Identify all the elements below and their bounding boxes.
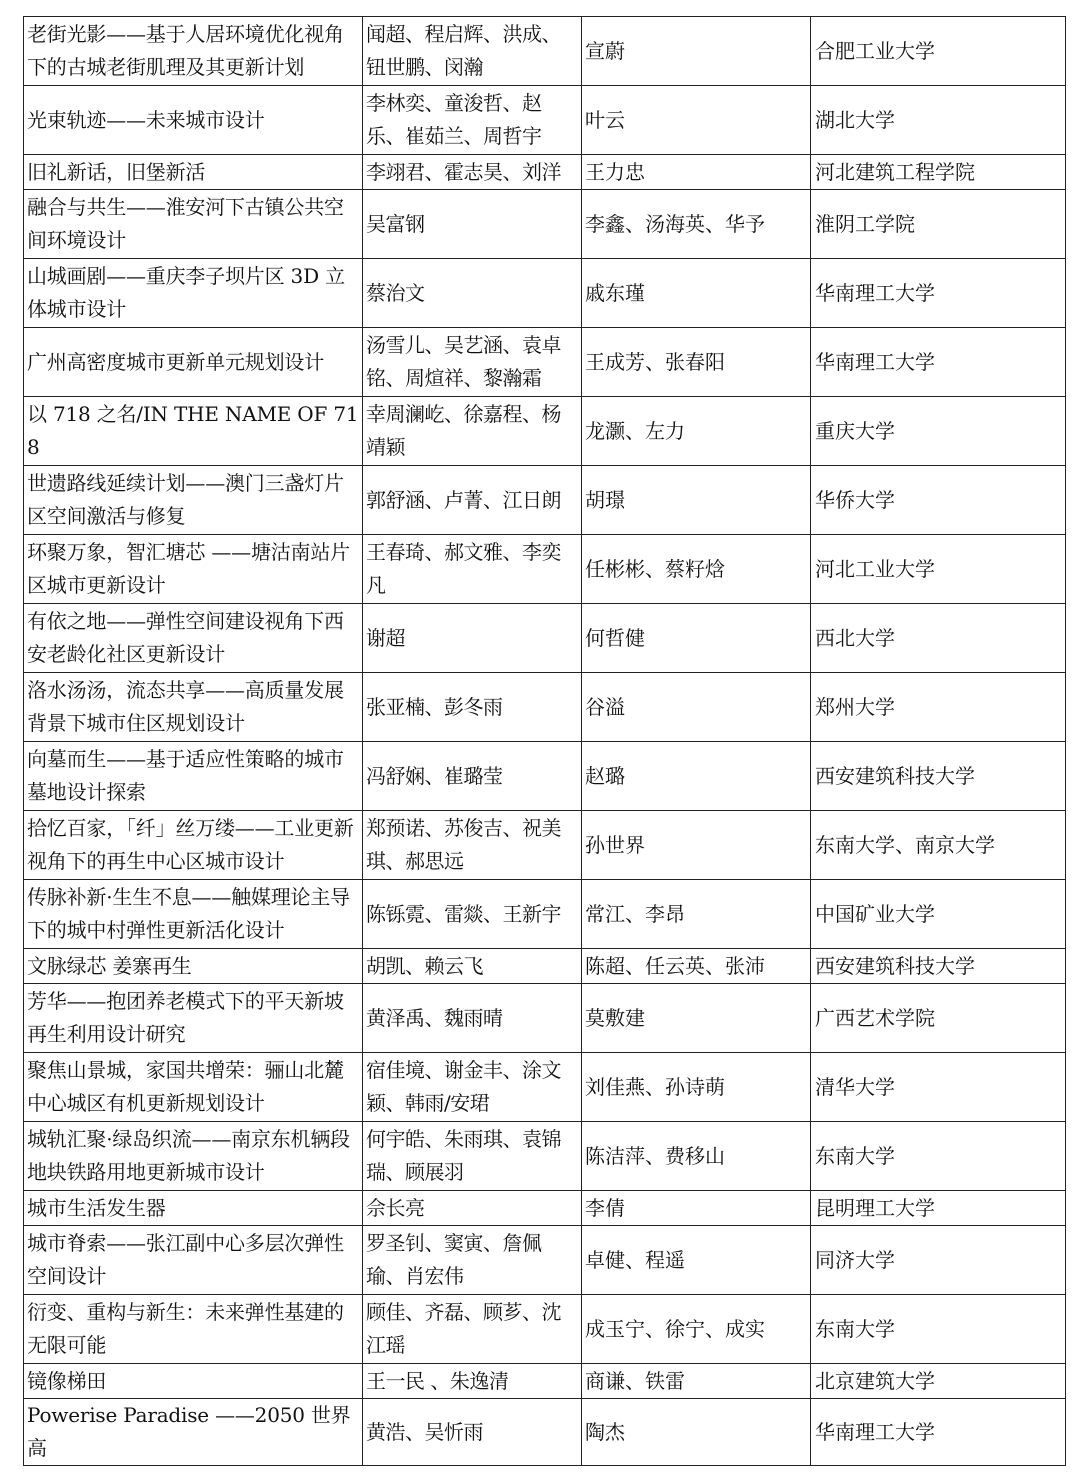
table-row bbox=[24, 984, 1066, 1053]
project-title-cell: 衍变、重构与新生：未来弹性基建的无限可能 bbox=[24, 1295, 363, 1364]
team-members-cell: 郑预诺、苏俊吉、祝美琪、郝思远 bbox=[363, 811, 582, 880]
project-title-cell: 城市脊索——张江副中心多层次弹性空间设计 bbox=[24, 1226, 363, 1295]
advisor-cell: 叶云 bbox=[582, 86, 811, 155]
table-row bbox=[24, 1364, 1066, 1399]
team-members-cell: 佘长亮 bbox=[363, 1191, 582, 1226]
school-cell: 西安建筑科技大学 bbox=[811, 949, 1066, 984]
project-title-cell: 芳华——抱团养老模式下的平天新坡再生利用设计研究 bbox=[24, 984, 363, 1053]
advisor-cell: 陈洁萍、费移山 bbox=[582, 1122, 811, 1191]
table-row bbox=[24, 86, 1066, 155]
school-cell: 东南大学、南京大学 bbox=[811, 811, 1066, 880]
school-cell: 重庆大学 bbox=[811, 397, 1066, 466]
advisor-cell: 陶杰 bbox=[582, 1399, 811, 1466]
school-cell: 华南理工大学 bbox=[811, 259, 1066, 328]
advisor-cell: 成玉宁、徐宁、成实 bbox=[582, 1295, 811, 1364]
project-title-cell: 洛水汤汤，流态共享——高质量发展背景下城市住区规划设计 bbox=[24, 673, 363, 742]
team-members-cell: 谢超 bbox=[363, 604, 582, 673]
team-members-cell: 陈铄霓、雷燚、王新宇 bbox=[363, 880, 582, 949]
school-cell: 河北工业大学 bbox=[811, 535, 1066, 604]
advisor-cell: 胡璟 bbox=[582, 466, 811, 535]
team-members-cell: 冯舒娴、崔璐莹 bbox=[363, 742, 582, 811]
advisor-cell: 商谦、铁雷 bbox=[582, 1364, 811, 1399]
school-cell: 清华大学 bbox=[811, 1053, 1066, 1122]
project-title-cell: 传脉补新·生生不息——触媒理论主导下的城中村弹性更新活化设计 bbox=[24, 880, 363, 949]
awards-table bbox=[23, 16, 1066, 1466]
school-cell: 西北大学 bbox=[811, 604, 1066, 673]
project-title-cell: Powerise Paradise ——2050 世界高 bbox=[24, 1399, 363, 1466]
advisor-cell: 刘佳燕、孙诗萌 bbox=[582, 1053, 811, 1122]
advisor-cell: 常江、李昂 bbox=[582, 880, 811, 949]
table-row bbox=[24, 949, 1066, 984]
school-cell: 东南大学 bbox=[811, 1122, 1066, 1191]
advisor-cell: 莫敷建 bbox=[582, 984, 811, 1053]
advisor-cell: 宣蔚 bbox=[582, 17, 811, 86]
table-row bbox=[24, 535, 1066, 604]
team-members-cell: 胡凯、赖云飞 bbox=[363, 949, 582, 984]
team-members-cell: 黄泽禹、魏雨晴 bbox=[363, 984, 582, 1053]
team-members-cell: 何宇皓、朱雨琪、袁锦瑞、顾展羽 bbox=[363, 1122, 582, 1191]
project-title-cell: 广州高密度城市更新单元规划设计 bbox=[24, 328, 363, 397]
project-title-cell: 文脉绿芯 姜寨再生 bbox=[24, 949, 363, 984]
project-title-cell: 旧礼新话，旧堡新活 bbox=[24, 155, 363, 190]
team-members-cell: 张亚楠、彭冬雨 bbox=[363, 673, 582, 742]
table-row bbox=[24, 1191, 1066, 1226]
school-cell: 河北建筑工程学院 bbox=[811, 155, 1066, 190]
table-row bbox=[24, 1053, 1066, 1122]
team-members-cell: 李翊君、霍志昊、刘洋 bbox=[363, 155, 582, 190]
school-cell: 淮阴工学院 bbox=[811, 190, 1066, 259]
project-title-cell: 拾忆百家，「纤」丝万缕——工业更新视角下的再生中心区城市设计 bbox=[24, 811, 363, 880]
table-row bbox=[24, 1122, 1066, 1191]
team-members-cell: 王春琦、郝文雅、李奕凡 bbox=[363, 535, 582, 604]
school-cell: 北京建筑大学 bbox=[811, 1364, 1066, 1399]
project-title-cell: 融合与共生——淮安河下古镇公共空间环境设计 bbox=[24, 190, 363, 259]
advisor-cell: 孙世界 bbox=[582, 811, 811, 880]
advisor-cell: 任彬彬、蔡籽焓 bbox=[582, 535, 811, 604]
project-title-cell: 老街光影——基于人居环境优化视角下的古城老街肌理及其更新计划 bbox=[24, 17, 363, 86]
project-title-cell: 城轨汇聚·绿岛织流——南京东机辆段地块铁路用地更新城市设计 bbox=[24, 1122, 363, 1191]
table-row bbox=[24, 17, 1066, 86]
advisor-cell: 谷溢 bbox=[582, 673, 811, 742]
table-row bbox=[24, 466, 1066, 535]
team-members-cell: 幸周澜屹、徐嘉程、杨靖颖 bbox=[363, 397, 582, 466]
school-cell: 合肥工业大学 bbox=[811, 17, 1066, 86]
table-row bbox=[24, 259, 1066, 328]
advisor-cell: 李倩 bbox=[582, 1191, 811, 1226]
table-row bbox=[24, 673, 1066, 742]
advisor-cell: 陈超、任云英、张沛 bbox=[582, 949, 811, 984]
school-cell: 湖北大学 bbox=[811, 86, 1066, 155]
table-row bbox=[24, 1399, 1066, 1466]
school-cell: 华南理工大学 bbox=[811, 1399, 1066, 1466]
advisor-cell: 赵璐 bbox=[582, 742, 811, 811]
table-row bbox=[24, 742, 1066, 811]
project-title-cell: 光束轨迹——未来城市设计 bbox=[24, 86, 363, 155]
team-members-cell: 罗圣钊、窦寅、詹佩瑜、肖宏伟 bbox=[363, 1226, 582, 1295]
project-title-cell: 世遗路线延续计划——澳门三盏灯片区空间激活与修复 bbox=[24, 466, 363, 535]
project-title-cell: 环聚万象，智汇塘芯 ——塘沽南站片区城市更新设计 bbox=[24, 535, 363, 604]
project-title-cell: 山城画剧——重庆李子坝片区 3D 立体城市设计 bbox=[24, 259, 363, 328]
project-title-cell: 有依之地——弹性空间建设视角下西安老龄化社区更新设计 bbox=[24, 604, 363, 673]
team-members-cell: 闻超、程启辉、洪成、钮世鹏、闵瀚 bbox=[363, 17, 582, 86]
project-title-cell: 向墓而生——基于适应性策略的城市墓地设计探索 bbox=[24, 742, 363, 811]
advisor-cell: 王力忠 bbox=[582, 155, 811, 190]
table-row bbox=[24, 880, 1066, 949]
table-row bbox=[24, 155, 1066, 190]
advisor-cell: 卓健、程遥 bbox=[582, 1226, 811, 1295]
school-cell: 华南理工大学 bbox=[811, 328, 1066, 397]
table-row bbox=[24, 328, 1066, 397]
advisor-cell: 王成芳、张春阳 bbox=[582, 328, 811, 397]
team-members-cell: 郭舒涵、卢菁、江日朗 bbox=[363, 466, 582, 535]
table-row bbox=[24, 604, 1066, 673]
table-row bbox=[24, 1295, 1066, 1364]
table-row bbox=[24, 1226, 1066, 1295]
school-cell: 东南大学 bbox=[811, 1295, 1066, 1364]
advisor-cell: 戚东瑾 bbox=[582, 259, 811, 328]
table-row bbox=[24, 397, 1066, 466]
advisor-cell: 李鑫、汤海英、华予 bbox=[582, 190, 811, 259]
project-title-cell: 镜像梯田 bbox=[24, 1364, 363, 1399]
school-cell: 西安建筑科技大学 bbox=[811, 742, 1066, 811]
school-cell: 华侨大学 bbox=[811, 466, 1066, 535]
team-members-cell: 李林奕、童浚哲、赵乐、崔茹兰、周哲宇 bbox=[363, 86, 582, 155]
team-members-cell: 吴富钢 bbox=[363, 190, 582, 259]
table-row bbox=[24, 811, 1066, 880]
project-title-cell: 以 718 之名/IN THE NAME OF 718 bbox=[24, 397, 363, 466]
team-members-cell: 黄浩、吴忻雨 bbox=[363, 1399, 582, 1466]
advisor-cell: 何哲健 bbox=[582, 604, 811, 673]
school-cell: 昆明理工大学 bbox=[811, 1191, 1066, 1226]
awards-table-body bbox=[24, 17, 1066, 1466]
school-cell: 广西艺术学院 bbox=[811, 984, 1066, 1053]
team-members-cell: 顾佳、齐磊、顾芗、沈江瑶 bbox=[363, 1295, 582, 1364]
awards-table-container bbox=[23, 16, 1065, 1466]
advisor-cell: 龙灏、左力 bbox=[582, 397, 811, 466]
project-title-cell: 聚焦山景城，家国共增荣：骊山北麓中心城区有机更新规划设计 bbox=[24, 1053, 363, 1122]
team-members-cell: 王一民 、朱逸清 bbox=[363, 1364, 582, 1399]
school-cell: 郑州大学 bbox=[811, 673, 1066, 742]
team-members-cell: 汤雪儿、吴艺涵、袁卓铭、周煊祥、黎瀚霜 bbox=[363, 328, 582, 397]
team-members-cell: 蔡治文 bbox=[363, 259, 582, 328]
project-title-cell: 城市生活发生器 bbox=[24, 1191, 363, 1226]
school-cell: 中国矿业大学 bbox=[811, 880, 1066, 949]
table-row bbox=[24, 190, 1066, 259]
school-cell: 同济大学 bbox=[811, 1226, 1066, 1295]
team-members-cell: 宿佳境、谢金丰、涂文颖、韩雨/安珺 bbox=[363, 1053, 582, 1122]
